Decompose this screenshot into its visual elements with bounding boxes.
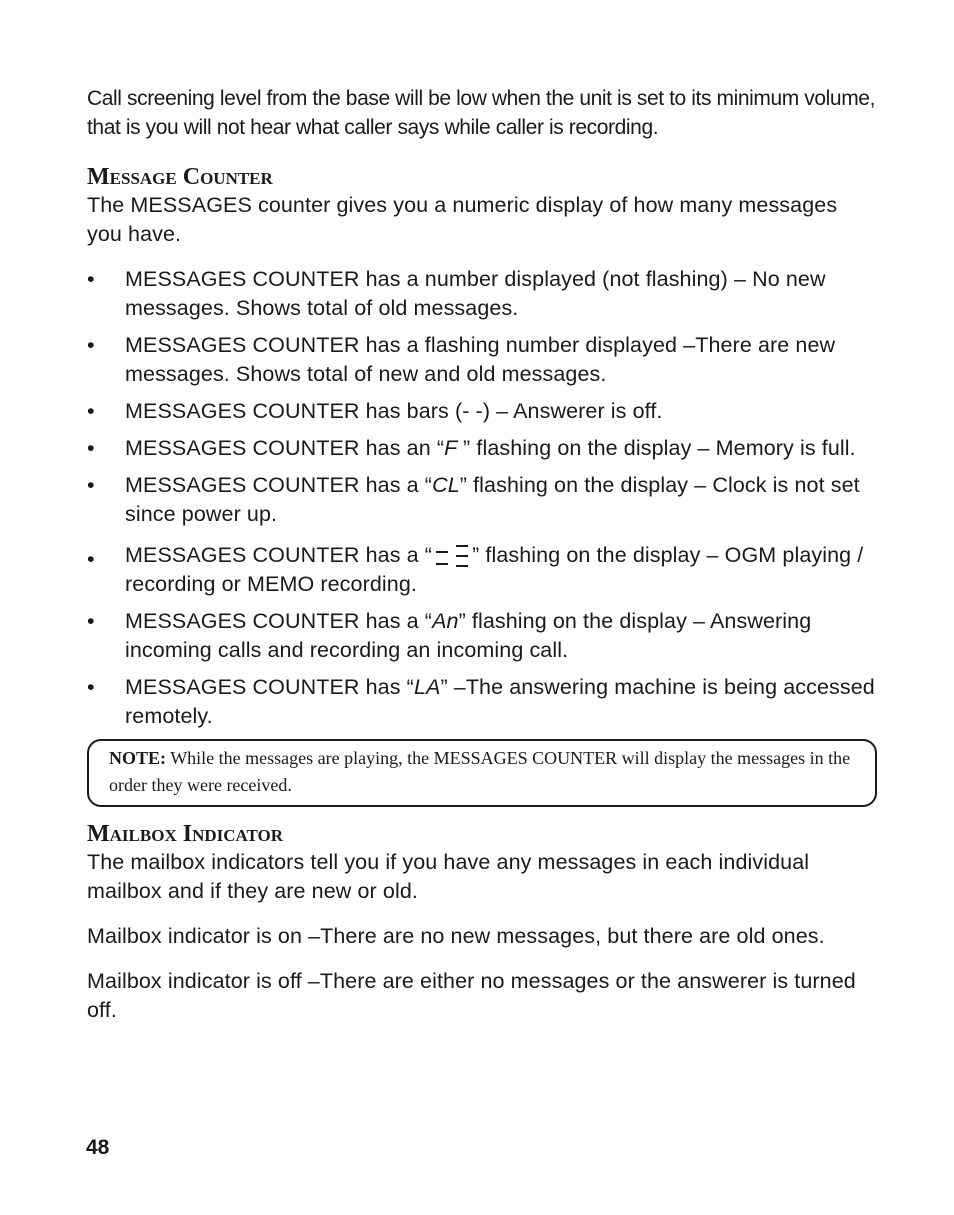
bullet: • (87, 399, 95, 423)
list-item-pre: MESSAGES COUNTER has an “ (125, 436, 445, 460)
mailbox-indicator-description: The mailbox indicators tell you if you have any messages in each individual mailbox and if they are new or old. (87, 850, 810, 903)
list-item (87, 434, 877, 463)
message-counter-description: The MESSAGES counter gives you a numeric display of how many messages you have. (87, 193, 838, 246)
note-box (87, 739, 877, 807)
list-item (87, 397, 877, 426)
bullet: • (87, 547, 95, 571)
list-item-post: ” flashing on the display – OGM playing / recording or MEMO recording. (125, 543, 864, 596)
page-number: 48 (86, 1136, 110, 1159)
list-item (87, 673, 877, 731)
list-item-text: MESSAGES COUNTER has bars (- -) – Answerer is off. (125, 399, 663, 423)
list-item-post: ” flashing on the display – Answering incoming calls and recording an incoming call. (125, 609, 812, 662)
display-code-f: F (444, 436, 464, 460)
list-item-pre: MESSAGES COUNTER has a “ (125, 473, 433, 497)
intro-paragraph: Call screening level from the base will be low when the unit is set to its minimum volume, that is you will not hear what caller says while caller is recording. (87, 87, 876, 139)
bullet: • (87, 609, 95, 633)
segment-bars-icon (432, 543, 472, 567)
bullet: • (87, 436, 95, 460)
list-item-text: MESSAGES COUNTER has a number displayed (not flashing) – No new messages. Shows total of old messages. (125, 267, 826, 320)
list-item (87, 607, 877, 665)
bullet: • (87, 333, 95, 357)
mailbox-indicator-off: Mailbox indicator is off –There are either no messages or the answerer is turned off. (87, 969, 856, 1022)
list-item (87, 265, 877, 323)
message-counter-list (87, 265, 877, 731)
list-item-text: MESSAGES COUNTER has a flashing number displayed –There are new messages. Shows total of new and old messages. (125, 333, 836, 386)
list-item (87, 541, 877, 599)
list-item (87, 331, 877, 389)
list-item (87, 471, 877, 529)
bullet: • (87, 473, 95, 497)
note-label: NOTE: (109, 748, 167, 768)
list-item-pre: MESSAGES COUNTER has “ (125, 675, 414, 699)
message-counter-heading: Message Counter (87, 164, 273, 190)
display-code-an: An (432, 609, 459, 633)
list-item-post: ” flashing on the display – Memory is full. (463, 436, 856, 460)
mailbox-indicator-heading: Mailbox Indicator (87, 821, 284, 847)
bullet: • (87, 267, 95, 291)
list-item-pre: MESSAGES COUNTER has a “ (125, 543, 433, 567)
manual-page (87, 84, 877, 1025)
note-text: While the messages are playing, the MESSAGES COUNTER will display the messages in the order they were received. (109, 748, 851, 795)
mailbox-indicator-on: Mailbox indicator is on –There are no new messages, but there are old ones. (87, 924, 825, 948)
list-item-post: ” –The answering machine is being accessed remotely. (125, 675, 875, 728)
display-code-cl: CL (432, 473, 460, 497)
list-item-pre: MESSAGES COUNTER has a “ (125, 609, 433, 633)
list-item-post: ” flashing on the display – Clock is not set since power up. (125, 473, 860, 526)
display-code-la: LA (413, 675, 441, 699)
bullet: • (87, 675, 95, 699)
